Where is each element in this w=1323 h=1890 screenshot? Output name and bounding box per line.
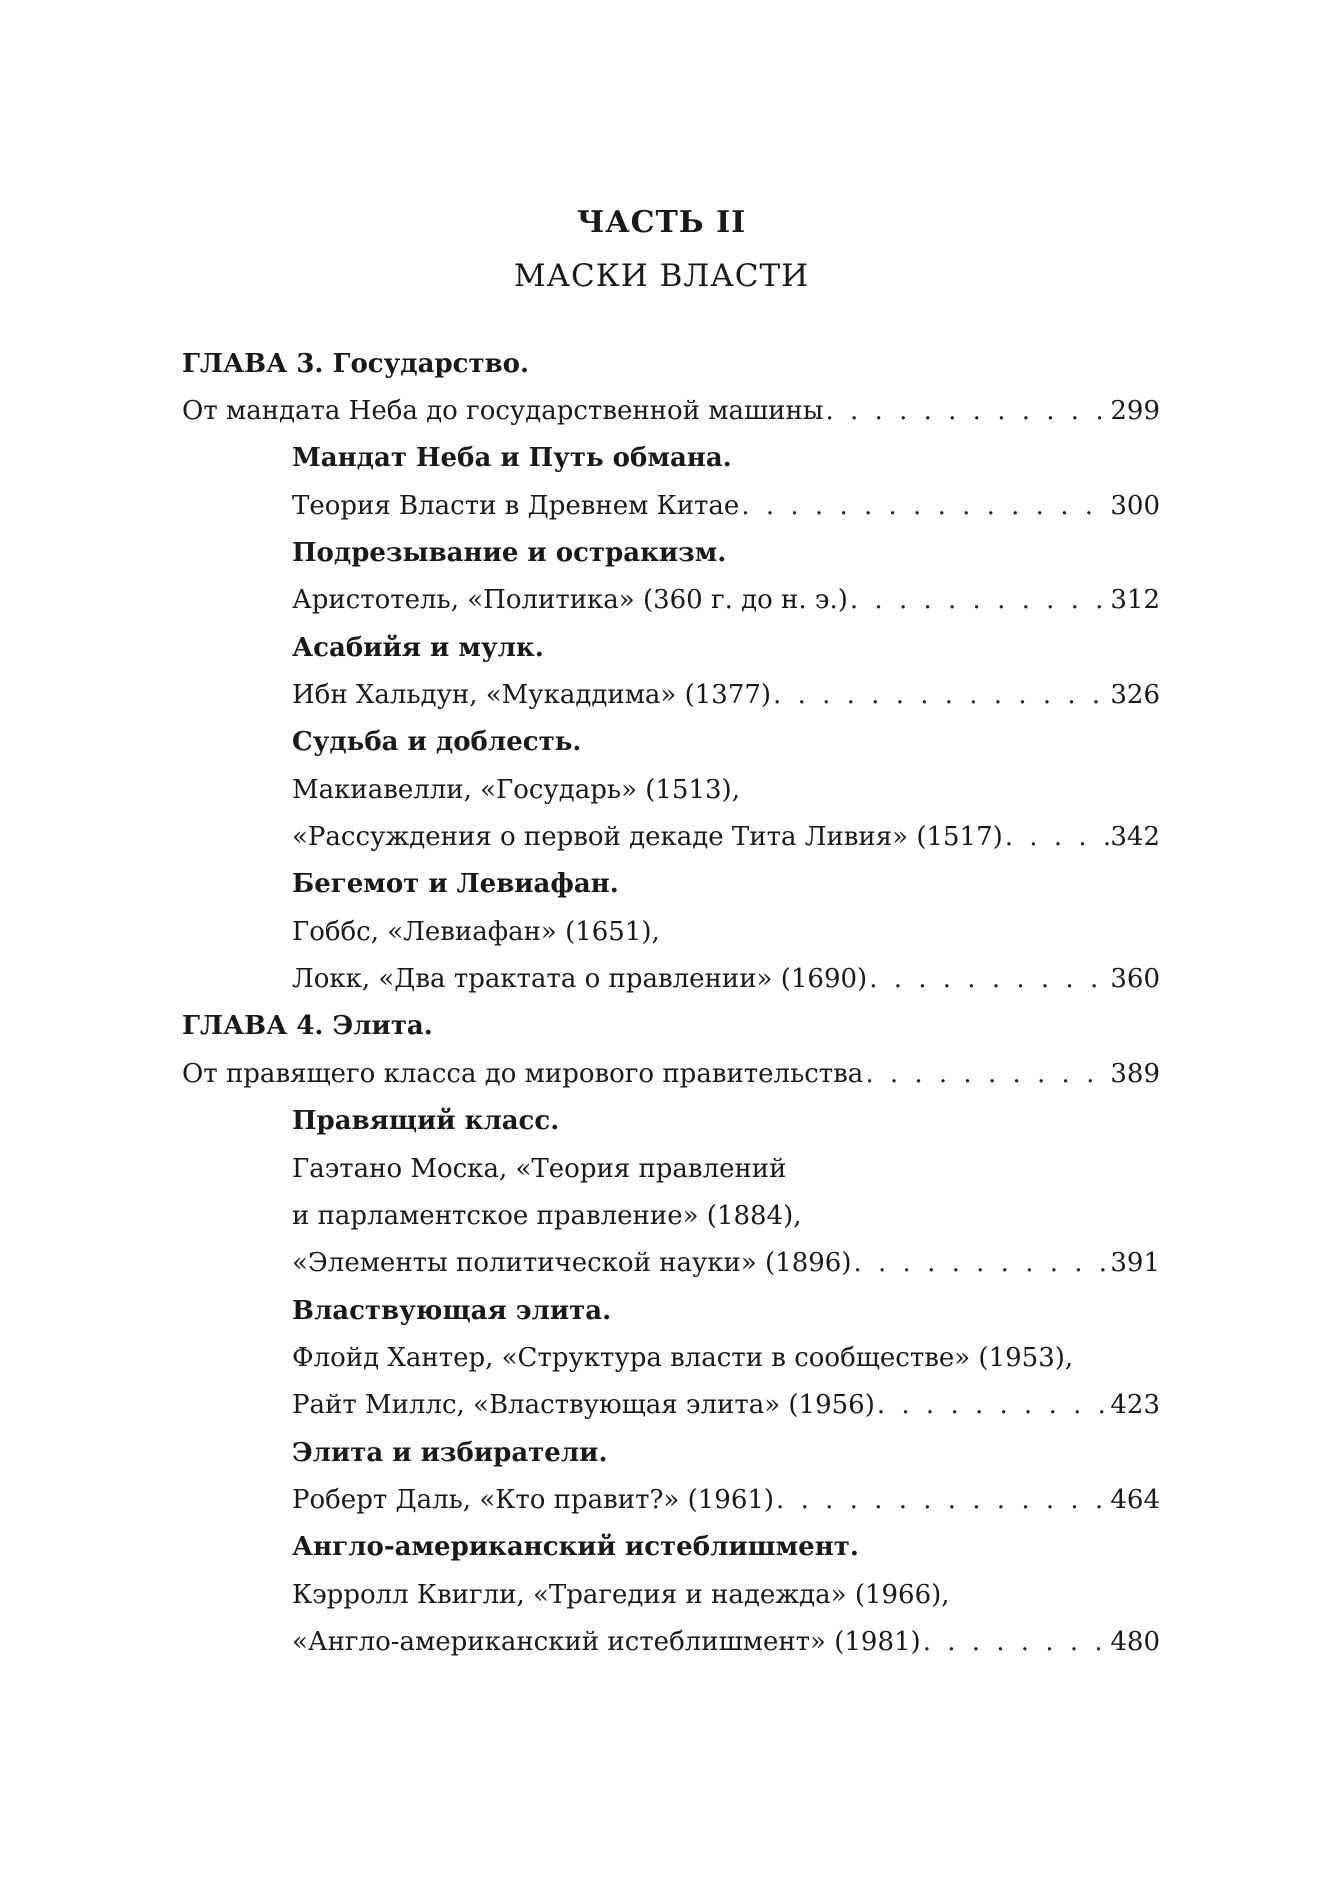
toc-entry[interactable] bbox=[292, 677, 1160, 713]
entry-title: Ибн Хальдун, «Мукаддима» (1377) bbox=[292, 680, 772, 710]
page-number: 389 bbox=[1110, 1059, 1160, 1089]
dot-leader bbox=[921, 1624, 1111, 1660]
toc-entry[interactable] bbox=[292, 582, 1160, 618]
section-title: Англо-американский истеблишмент. bbox=[292, 1532, 859, 1562]
dot-leader bbox=[824, 393, 1111, 429]
page-number: 360 bbox=[1110, 964, 1160, 994]
chapter-heading: ГЛАВА 4. Элита. bbox=[182, 1011, 433, 1041]
entry-line: Флойд Хантер, «Структура власти в сообществе» (1953), bbox=[292, 1343, 1074, 1373]
entry-title: «Элементы политической науки» (1896) bbox=[292, 1248, 852, 1278]
entry-title: Теория Власти в Древнем Китае bbox=[292, 491, 740, 521]
entry-title: От правящего класса до мирового правительства bbox=[182, 1059, 864, 1089]
entry-title: «Рассуждения о первой декаде Тита Ливия» (1517) bbox=[292, 822, 1003, 852]
entry-title: От мандата Неба до государственной машины bbox=[182, 396, 824, 426]
toc-entry[interactable] bbox=[182, 1056, 1160, 1092]
page-number: 299 bbox=[1110, 396, 1160, 426]
toc-entry[interactable] bbox=[292, 488, 1160, 524]
toc-entry[interactable] bbox=[292, 1245, 1160, 1281]
part-title: ЧАСТЬ II bbox=[576, 205, 747, 240]
entry-line: и парламентское правление» (1884), bbox=[292, 1201, 802, 1231]
entry-title: «Англо-американский истеблишмент» (1981) bbox=[292, 1627, 921, 1657]
section-title: Судьба и доблесть. bbox=[292, 727, 582, 757]
page-number: 391 bbox=[1110, 1248, 1160, 1278]
page-number: 326 bbox=[1110, 680, 1160, 710]
toc-entry[interactable] bbox=[292, 1387, 1160, 1423]
dot-leader bbox=[774, 1482, 1110, 1518]
toc-entry[interactable] bbox=[292, 1482, 1160, 1518]
entry-title: Локк, «Два трактата о правлении» (1690) bbox=[292, 964, 868, 994]
toc-entry[interactable] bbox=[292, 1624, 1160, 1660]
page-number: 300 bbox=[1110, 491, 1160, 521]
section-title: Мандат Неба и Путь обмана. bbox=[292, 443, 732, 473]
section-title: Правящий класс. bbox=[292, 1106, 560, 1136]
dot-leader bbox=[1003, 819, 1111, 855]
toc-entry[interactable] bbox=[292, 961, 1160, 997]
section-title: Бегемот и Левиафан. bbox=[292, 869, 619, 899]
entry-line: Кэрролл Квигли, «Трагедия и надежда» (1966), bbox=[292, 1580, 950, 1610]
page-number: 312 bbox=[1110, 585, 1160, 615]
entry-line: Гаэтано Моска, «Теория правлений bbox=[292, 1154, 787, 1184]
page-number: 480 bbox=[1110, 1627, 1160, 1657]
entry-title: Аристотель, «Политика» (360 г. до н. э.) bbox=[292, 585, 848, 615]
part-subtitle: МАСКИ ВЛАСТИ bbox=[513, 258, 810, 294]
dot-leader bbox=[771, 677, 1110, 713]
toc-entry[interactable] bbox=[292, 819, 1160, 855]
dot-leader bbox=[739, 488, 1110, 524]
dot-leader bbox=[867, 961, 1110, 997]
entry-line: Гоббс, «Левиафан» (1651), bbox=[292, 917, 660, 947]
entry-title: Роберт Даль, «Кто правит?» (1961) bbox=[292, 1485, 775, 1515]
dot-leader bbox=[863, 1056, 1110, 1092]
section-title: Элита и избиратели. bbox=[292, 1438, 608, 1468]
section-title: Властвующая элита. bbox=[292, 1296, 612, 1326]
entry-line: Макиавелли, «Государь» (1513), bbox=[292, 775, 740, 805]
page-number: 423 bbox=[1110, 1390, 1160, 1420]
dot-leader bbox=[875, 1387, 1111, 1423]
chapter-heading: ГЛАВА 3. Государство. bbox=[182, 349, 530, 379]
page-number: 342 bbox=[1110, 822, 1160, 852]
section-title: Асабийя и мулк. bbox=[292, 633, 544, 663]
section-title: Подрезывание и остракизм. bbox=[292, 538, 727, 568]
page-number: 464 bbox=[1110, 1485, 1160, 1515]
toc-entry[interactable] bbox=[182, 393, 1160, 429]
dot-leader bbox=[848, 582, 1110, 618]
dot-leader bbox=[852, 1245, 1111, 1281]
entry-title: Райт Миллс, «Властвующая элита» (1956) bbox=[292, 1390, 875, 1420]
